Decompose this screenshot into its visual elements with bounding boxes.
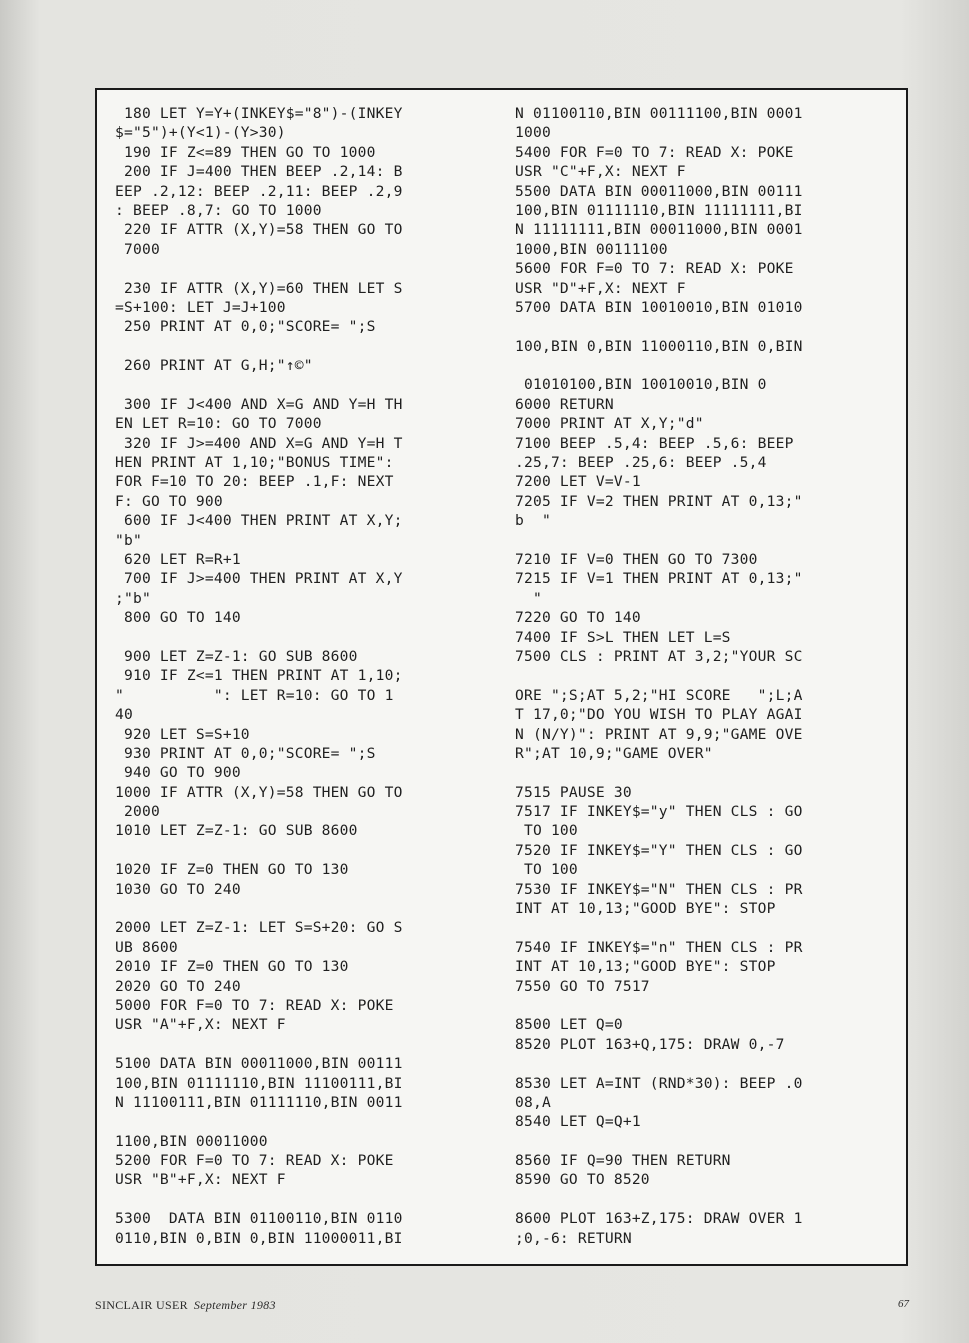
code-line: 7550 GO TO 7517 <box>515 977 650 995</box>
code-line <box>115 628 513 647</box>
code-line: 940 GO TO 900 <box>115 764 241 782</box>
code-line <box>515 763 905 782</box>
code-line: b " <box>515 512 551 530</box>
code-line: 7540 IF INKEY$="n" THEN CLS : PR <box>515 938 803 956</box>
code-line: 8520 PLOT 163+Q,175: DRAW 0,-7 <box>515 1035 785 1053</box>
code-line: N (N/Y)": PRINT AT 9,9;"GAME OVE <box>515 725 803 743</box>
code-line: "b" <box>115 531 142 549</box>
code-line: 7515 PAUSE 30 <box>515 783 632 801</box>
code-line: 100,BIN 01111110,BIN 11111111,BI <box>515 201 803 219</box>
code-line: : BEEP .8,7: GO TO 1000 <box>115 201 322 219</box>
code-line: 250 PRINT AT 0,0;"SCORE= ";S <box>115 318 376 336</box>
code-line: 200 IF J=400 THEN BEEP .2,14: B <box>115 163 403 181</box>
code-line <box>115 899 513 918</box>
code-line <box>115 1190 513 1209</box>
code-line: USR "C"+F,X: NEXT F <box>515 163 686 181</box>
code-line: USR "B"+F,X: NEXT F <box>115 1171 286 1189</box>
code-line: 01010100,BIN 10010010,BIN 0 <box>515 376 767 394</box>
code-line: 8590 GO TO 8520 <box>515 1171 650 1189</box>
code-line: 7100 BEEP .5,4: BEEP .5,6: BEEP <box>515 434 794 452</box>
code-line <box>115 1112 513 1131</box>
code-line: ;"b" <box>115 589 151 607</box>
code-line: 930 PRINT AT 0,0;"SCORE= ";S <box>115 744 376 762</box>
listing-right-column <box>515 104 905 1248</box>
magazine-name: SINCLAIR USER <box>95 1298 188 1312</box>
code-line: N 11111111,BIN 00011000,BIN 0001 <box>515 221 803 239</box>
issue-date: September 1983 <box>193 1298 276 1312</box>
code-line: 5000 FOR F=0 TO 7: READ X: POKE <box>115 996 394 1014</box>
code-line <box>115 259 513 278</box>
code-line: 7200 LET V=V-1 <box>515 473 641 491</box>
code-line: 300 IF J<400 AND X=G AND Y=H TH <box>115 395 403 413</box>
code-line: T 17,0;"DO YOU WISH TO PLAY AGAI <box>515 706 803 724</box>
code-line: 1010 LET Z=Z-1: GO SUB 8600 <box>115 822 358 840</box>
code-line <box>515 356 905 375</box>
code-line <box>115 841 513 860</box>
code-line: 1000 IF ATTR (X,Y)=58 THEN GO TO <box>115 783 403 801</box>
code-line <box>515 317 905 336</box>
code-line: TO 100 <box>515 822 578 840</box>
code-line: 7517 IF INKEY$="y" THEN CLS : GO <box>515 803 803 821</box>
code-line: HEN PRINT AT 1,10;"BONUS TIME": <box>115 454 394 472</box>
listing-left-column <box>115 104 513 1248</box>
code-line: 5700 DATA BIN 10010010,BIN 01010 <box>515 298 803 316</box>
code-line: 100,BIN 01111110,BIN 11100111,BI <box>115 1074 403 1092</box>
code-line: 08,A <box>515 1093 551 1111</box>
page-footer <box>95 1298 276 1313</box>
code-line <box>515 531 905 550</box>
code-line <box>515 1054 905 1073</box>
code-line: 190 IF Z<=89 THEN GO TO 1000 <box>115 143 376 161</box>
code-line: EN LET R=10: GO TO 7000 <box>115 415 322 433</box>
code-line: 5100 DATA BIN 00011000,BIN 00111 <box>115 1055 403 1073</box>
code-line: 7220 GO TO 140 <box>515 609 641 627</box>
code-line: 6000 RETURN <box>515 395 614 413</box>
code-line: UB 8600 <box>115 938 178 956</box>
code-line <box>515 666 905 685</box>
program-listing <box>95 88 908 1266</box>
code-line: 220 IF ATTR (X,Y)=58 THEN GO TO <box>115 221 403 239</box>
code-line: 700 IF J>=400 THEN PRINT AT X,Y <box>115 570 403 588</box>
code-line: 2010 IF Z=0 THEN GO TO 130 <box>115 958 349 976</box>
code-line: .25,7: BEEP .25,6: BEEP .5,4 <box>515 454 767 472</box>
code-line: 8540 LET Q=Q+1 <box>515 1113 641 1131</box>
code-line: 5300 DATA BIN 01100110,BIN 0110 <box>115 1210 403 1228</box>
code-line: 620 LET R=R+1 <box>115 550 241 568</box>
code-line: 2000 <box>115 803 160 821</box>
code-line: ;0,-6: RETURN <box>515 1229 632 1247</box>
code-line: =S+100: LET J=J+100 <box>115 298 286 316</box>
page-number: 67 <box>898 1298 909 1310</box>
code-line: 7215 IF V=1 THEN PRINT AT 0,13;" <box>515 570 803 588</box>
code-line <box>115 375 513 394</box>
code-line: N 01100110,BIN 00111100,BIN 0001 <box>515 105 803 122</box>
code-line: " ": LET R=10: GO TO 1 <box>115 686 394 704</box>
code-line: 2020 GO TO 240 <box>115 977 241 995</box>
code-line <box>115 337 513 356</box>
code-line: 7000 <box>115 240 160 258</box>
code-line <box>115 1035 513 1054</box>
code-line: 0110,BIN 0,BIN 0,BIN 11000011,BI <box>115 1229 403 1247</box>
code-line: 100,BIN 0,BIN 11000110,BIN 0,BIN <box>515 337 803 355</box>
code-line: 910 IF Z<=1 THEN PRINT AT 1,10; <box>115 667 403 685</box>
code-line: 1030 GO TO 240 <box>115 880 241 898</box>
code-line: 5400 FOR F=0 TO 7: READ X: POKE <box>515 143 794 161</box>
code-line: 7530 IF INKEY$="N" THEN CLS : PR <box>515 880 803 898</box>
code-line: F: GO TO 900 <box>115 492 223 510</box>
code-line: INT AT 10,13;"GOOD BYE": STOP <box>515 958 776 976</box>
code-line: FOR F=10 TO 20: BEEP .1,F: NEXT <box>115 473 394 491</box>
code-line: 1000 <box>515 124 551 142</box>
code-line: R";AT 10,9;"GAME OVER" <box>515 744 713 762</box>
code-line: ORE ";S;AT 5,2;"HI SCORE ";L;A <box>515 686 803 704</box>
code-line: 5200 FOR F=0 TO 7: READ X: POKE <box>115 1152 394 1170</box>
code-line: 920 LET S=S+10 <box>115 725 250 743</box>
code-line: USR "D"+F,X: NEXT F <box>515 279 686 297</box>
code-line: 7205 IF V=2 THEN PRINT AT 0,13;" <box>515 492 803 510</box>
code-line: 7500 CLS : PRINT AT 3,2;"YOUR SC <box>515 647 803 665</box>
code-line: 7000 PRINT AT X,Y;"d" <box>515 415 704 433</box>
code-line: 8560 IF Q=90 THEN RETURN <box>515 1152 731 1170</box>
code-line: 8500 LET Q=0 <box>515 1016 623 1034</box>
code-line: 900 LET Z=Z-1: GO SUB 8600 <box>115 647 358 665</box>
code-line: 7400 IF S>L THEN LET L=S <box>515 628 731 646</box>
code-line: " <box>515 589 542 607</box>
code-line: 40 <box>115 706 133 724</box>
code-line <box>515 1190 905 1209</box>
code-line: 600 IF J<400 THEN PRINT AT X,Y; <box>115 512 403 530</box>
code-line: EEP .2,12: BEEP .2,11: BEEP .2,9 <box>115 182 403 200</box>
code-line <box>515 1132 905 1151</box>
code-line: $="5")+(Y<1)-(Y>30) <box>115 124 286 142</box>
code-line: TO 100 <box>515 861 578 879</box>
code-line: N 11100111,BIN 01111110,BIN 0011 <box>115 1093 403 1111</box>
code-line: 1000,BIN 00111100 <box>515 240 668 258</box>
code-line: 320 IF J>=400 AND X=G AND Y=H T <box>115 434 403 452</box>
code-line: 5500 DATA BIN 00011000,BIN 00111 <box>515 182 803 200</box>
code-line <box>515 918 905 937</box>
code-line <box>515 996 905 1015</box>
code-line: 5600 FOR F=0 TO 7: READ X: POKE <box>515 260 794 278</box>
code-line: 800 GO TO 140 <box>115 609 241 627</box>
code-line: 8530 LET A=INT (RND*30): BEEP .0 <box>515 1074 803 1092</box>
code-line: 8600 PLOT 163+Z,175: DRAW OVER 1 <box>515 1210 803 1228</box>
code-line: 7210 IF V=0 THEN GO TO 7300 <box>515 550 758 568</box>
code-line: 180 LET Y=Y+(INKEY$="8")-(INKEY <box>115 105 403 122</box>
code-line: 1100,BIN 00011000 <box>115 1132 268 1150</box>
code-line: INT AT 10,13;"GOOD BYE": STOP <box>515 900 776 918</box>
code-line: 260 PRINT AT G,H;"↑©" <box>115 357 313 375</box>
code-line: 230 IF ATTR (X,Y)=60 THEN LET S <box>115 279 403 297</box>
code-line: USR "A"+F,X: NEXT F <box>115 1016 286 1034</box>
code-line: 2000 LET Z=Z-1: LET S=S+20: GO S <box>115 919 403 937</box>
code-line: 1020 IF Z=0 THEN GO TO 130 <box>115 861 349 879</box>
code-line: 7520 IF INKEY$="Y" THEN CLS : GO <box>515 841 803 859</box>
